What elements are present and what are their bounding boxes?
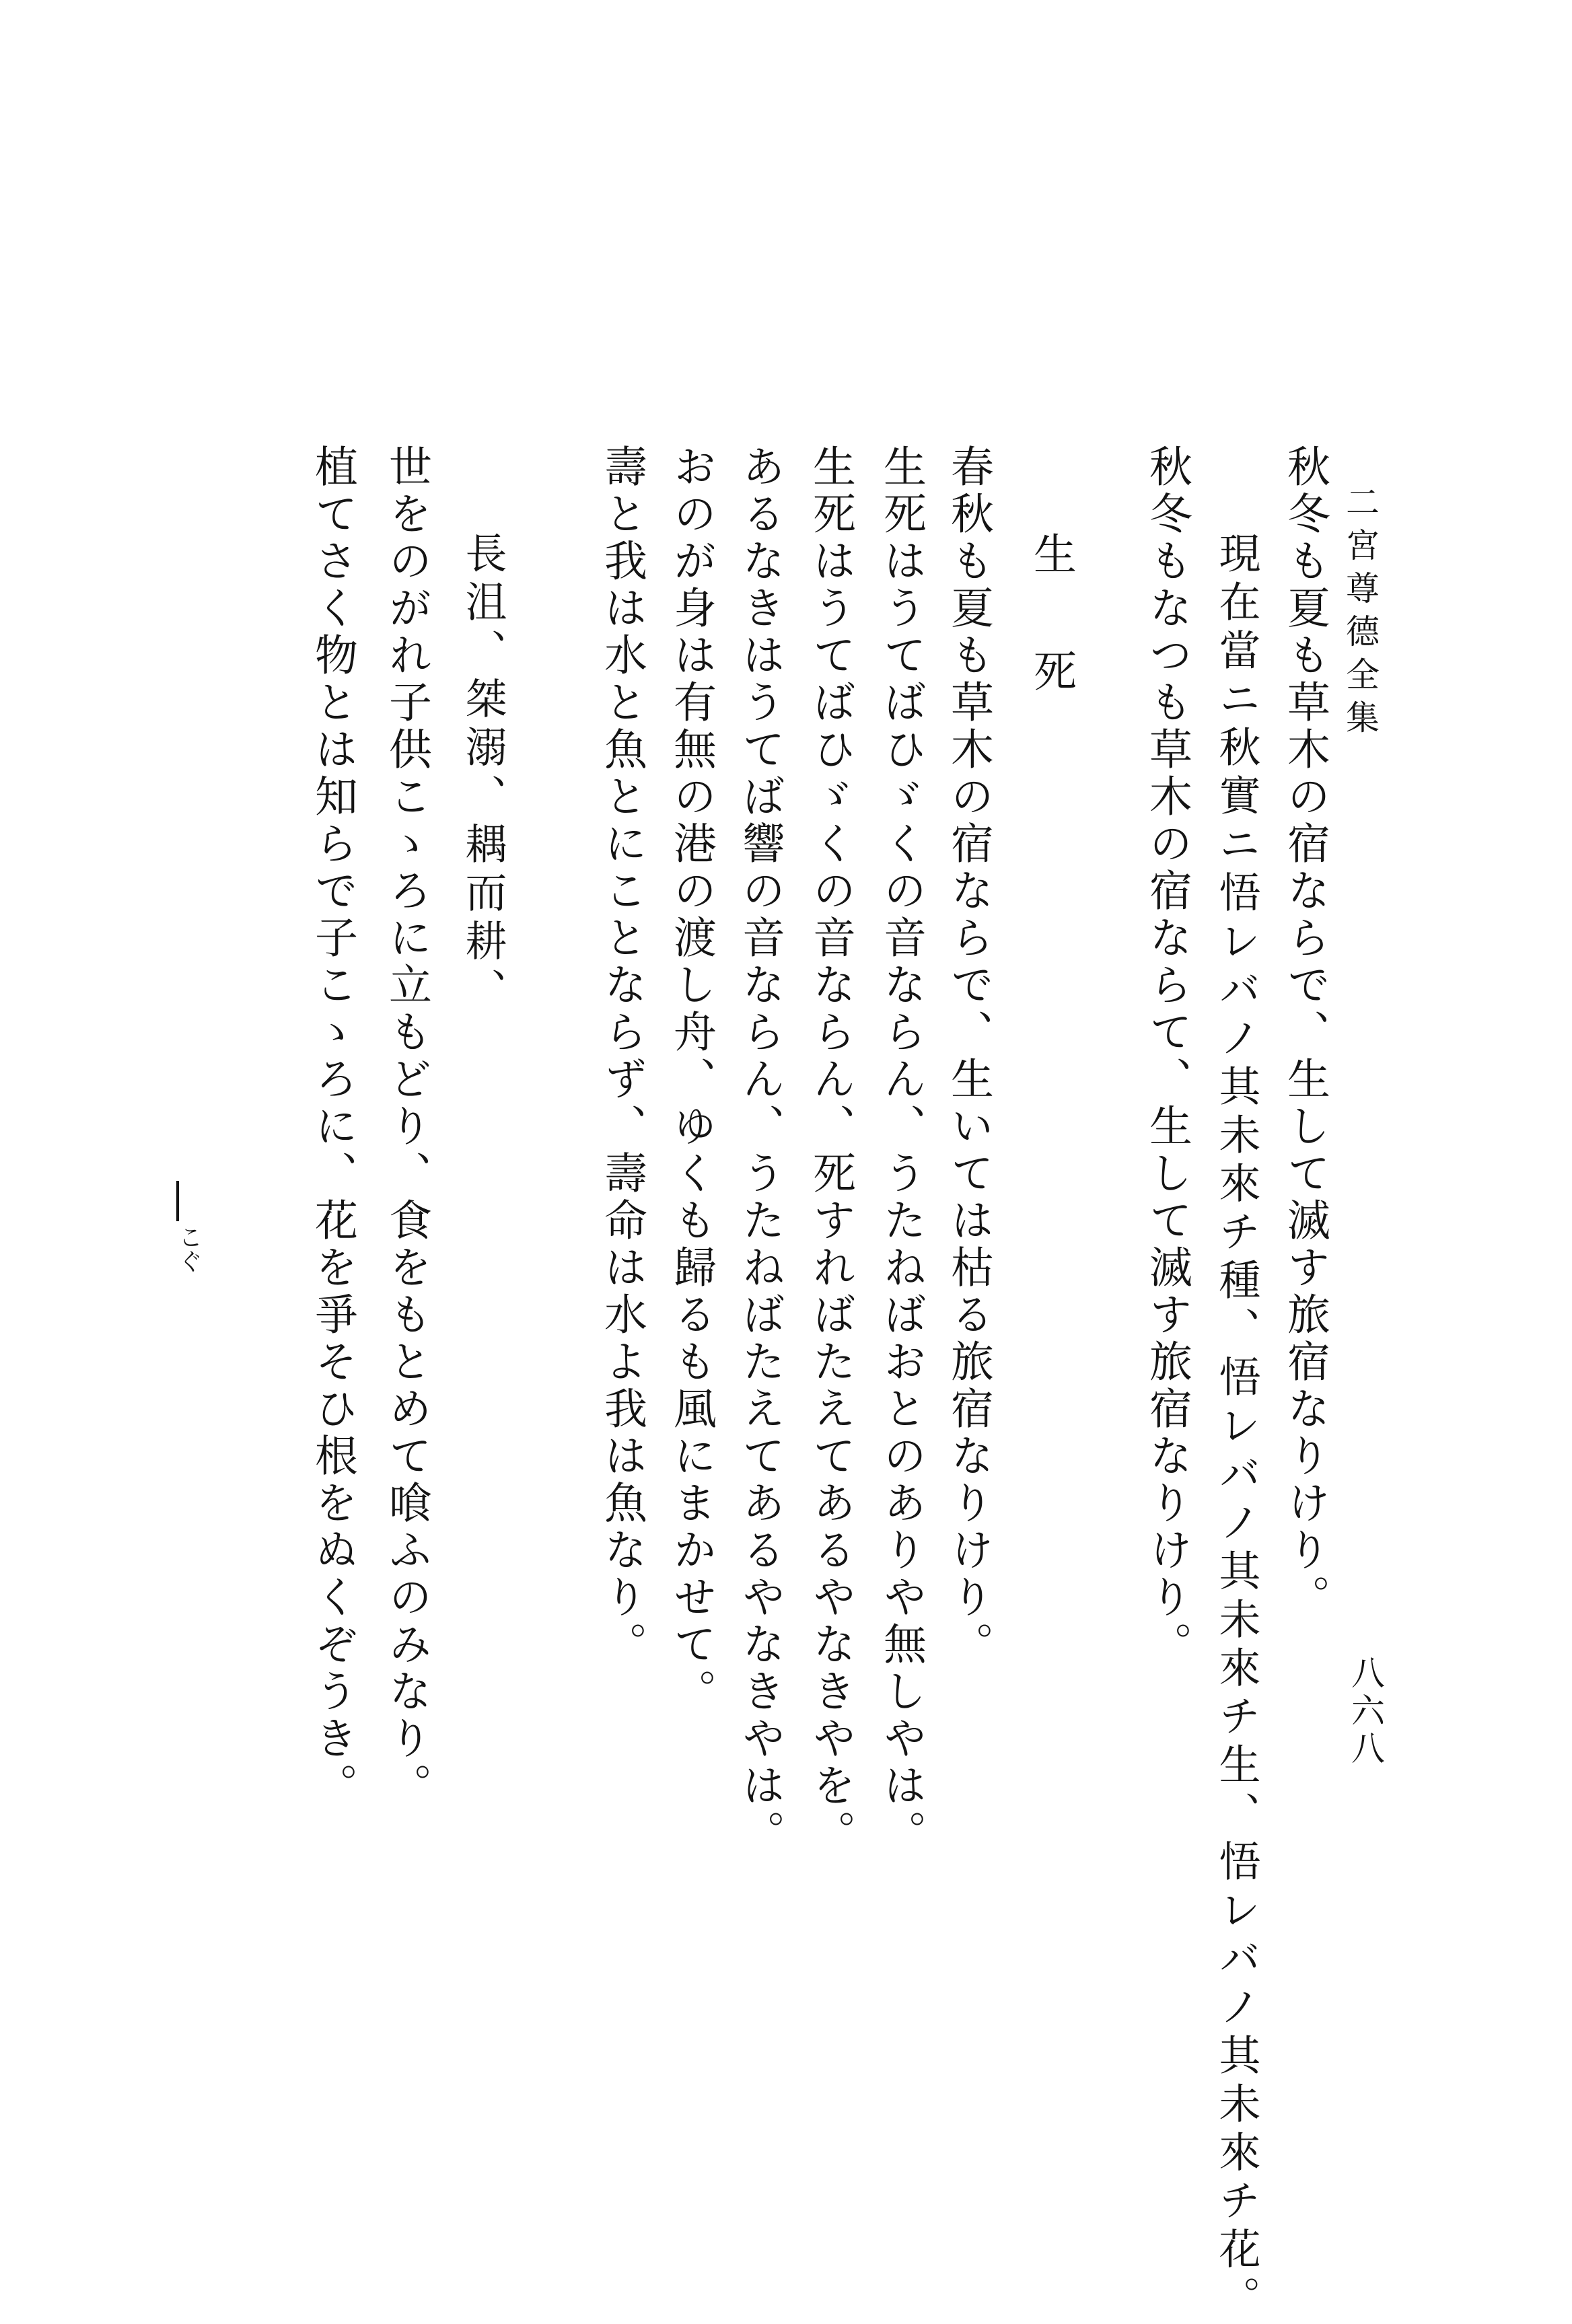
margin-note: こぐ — [175, 1225, 203, 1273]
verse-line: 生死はうてばひゞくの音ならん、死すればたえてあるやなきやを。 — [806, 444, 855, 1857]
verse-line: 壽と我は水と魚とにことならず、壽命は水よ我は魚なり。 — [597, 444, 647, 1669]
verse-line: 春秋も夏も草木の宿ならで、生いては枯る旅宿なりけり。 — [943, 444, 993, 1669]
verse-line: 生死はうてばひゞくの音ならん、うたねばおとのありや無しやは。 — [876, 444, 926, 1857]
kanbun-line: 現在當ニ秋實ニ悟レバノ其未來チ種、悟レバノ其未來チ生、悟レバノ其未來チ花。 — [1212, 532, 1261, 2324]
classical-note: 長沮、桀溺、耦而耕、 — [458, 532, 507, 1016]
verse-line: あるなきはうてば響の音ならん、うたねばたえてあるやなきやは。 — [735, 444, 785, 1857]
page-number: 八六八 — [1346, 1655, 1385, 1768]
section-heading: 生死 — [1026, 532, 1076, 766]
verse-line: 秋冬も夏も草木の宿ならで、生して滅す旅宿なりけり。 — [1280, 444, 1330, 1622]
verse-line: おのが身は有無の港の渡し舟、ゆくも歸るも風にまかせて。 — [666, 444, 716, 1716]
verse-line: 秋冬もなつも草木の宿ならて、生して滅す旅宿なりけり。 — [1142, 444, 1192, 1669]
verse-line: 世をのがれ子供こゝろに立もどり、食をもとめて喰ふのみなり。 — [382, 444, 431, 1810]
verse-line: 植てさく物とは知らで子こゝろに、花を爭そひ根をぬくぞうき。 — [308, 444, 357, 1810]
margin-mark — [176, 1181, 179, 1221]
running-head: 二宮尊德全集 — [1341, 484, 1380, 743]
